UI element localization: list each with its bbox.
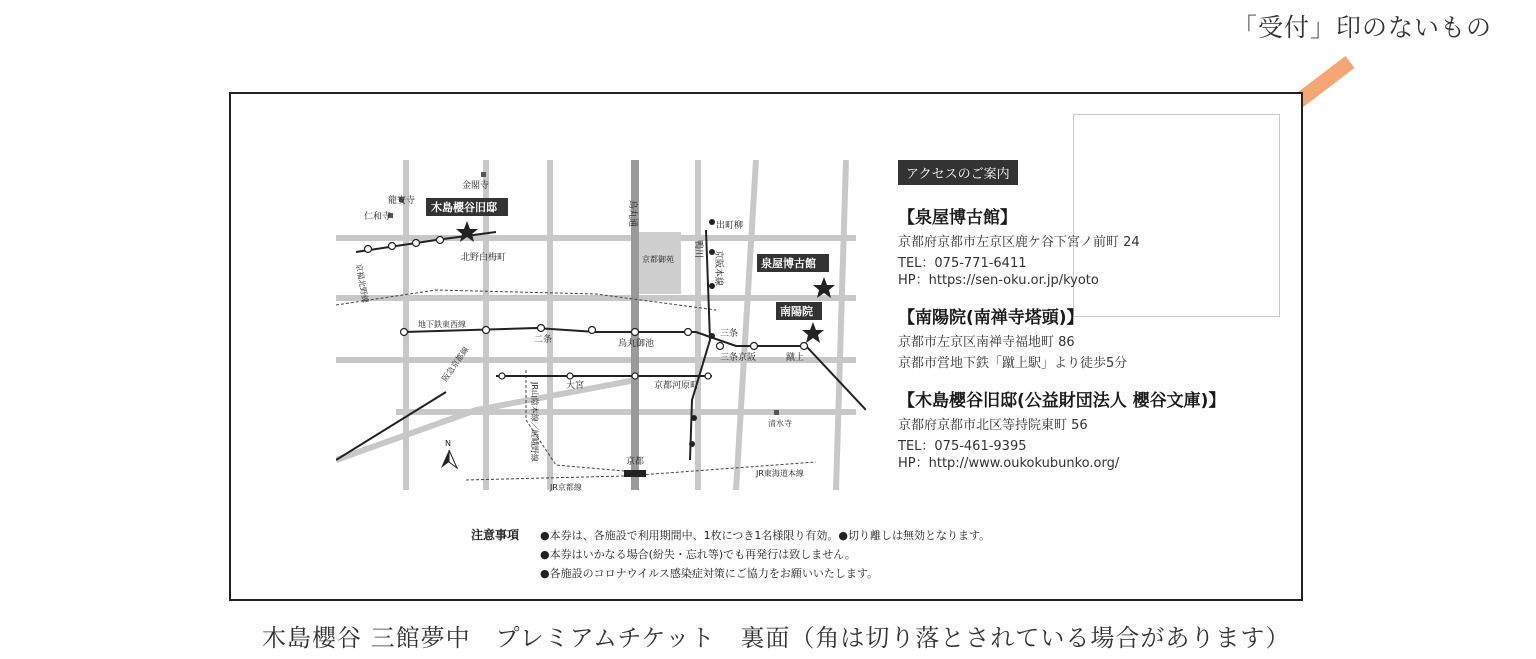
label-keihan-line: 京阪本線: [713, 250, 723, 287]
note-item: ●本券はいかなる場合(紛失・忘れ等)でも再発行は致しません。: [540, 548, 856, 561]
label-sanjo-keihan: 三条京阪: [720, 353, 757, 363]
label-kyoto-kawaramachi: 京都河原町: [654, 381, 700, 391]
label-nijo: 二条: [534, 335, 553, 345]
senoku-star-icon: [813, 277, 835, 298]
notes-label: 注意事項: [471, 528, 520, 542]
label-jr-kyoto-line: JR京都線: [550, 483, 582, 492]
label-demachiyanagi: 出町柳: [716, 221, 744, 231]
venue-kijima: [898, 386, 1278, 472]
venue-nanyoin: [898, 303, 1278, 372]
venue-tel: TEL：075-461-9395: [898, 439, 1027, 454]
label-keage: 蹴上: [786, 353, 805, 363]
label-jr-tokaido: JR東海道本線: [756, 469, 804, 478]
label-kyoto-gyoen: 京都御苑: [642, 255, 674, 264]
venue-address: 京都府京都市左京区鹿ケ谷下宮ノ前町 24: [898, 235, 1140, 250]
label-sanjo: 三条: [720, 329, 739, 339]
venue-name: 【泉屋博古館】: [898, 208, 1017, 228]
caption: 木島櫻谷 三館夢中 プレミアムチケット 裏面（角は切り落とされている場合があります）: [262, 624, 1291, 652]
venue-address: 京都府京都市北区等持院東町 56: [898, 418, 1088, 433]
route-map: [336, 160, 866, 500]
label-tozai-line: 地下鉄東西線: [418, 320, 466, 329]
badge-kijima: 木島櫻谷旧邸: [431, 201, 497, 214]
label-omiya: 大宮: [566, 381, 585, 391]
venue-senoku: [898, 203, 1278, 289]
badge-senoku: 泉屋博古館: [761, 257, 816, 270]
venue-url: HP：https://sen-oku.or.jp/kyoto: [898, 273, 1099, 288]
north-arrow-icon: [441, 450, 449, 468]
note-item: ●本券は、各施設で利用期間中、1枚につき1名様限り有効。●切り離しは無効となります。: [540, 529, 991, 542]
label-kamogawa: 鴨川: [693, 240, 703, 259]
venue-name: 【木島櫻谷旧邸(公益財団法人 櫻谷文庫)】: [898, 391, 1226, 411]
note-item: ●各施設のコロナウイルス感染症対策にご協力をお願いいたします。: [540, 567, 879, 580]
venue-access: 京都市営地下鉄「蹴上駅」より徒歩5分: [898, 356, 1128, 371]
access-info: [898, 160, 1278, 472]
venue-url: HP：http://www.oukokubunko.org/: [898, 456, 1120, 471]
notes-section: [471, 526, 990, 583]
label-hankyu-line: 阪急京都線: [440, 345, 471, 384]
badge-nanyoin: 南陽院: [780, 305, 813, 318]
label-kiyomizudera: 清水寺: [768, 419, 792, 428]
label-north: N: [445, 439, 451, 448]
nanyoin-star-icon: [802, 322, 824, 343]
label-ryoanji: 龍安寺: [388, 196, 416, 206]
top-note: 「受付」印のないもの: [1232, 13, 1493, 42]
label-keifuku-line: 京福北野線: [354, 262, 370, 304]
kyoto-station-icon: [624, 470, 646, 477]
label-kyoto: 京都: [626, 457, 645, 467]
venue-name: 【南陽院(南禅寺塔頭)】: [898, 308, 1084, 328]
venue-address: 京都市左京区南禅寺福地町 86: [898, 335, 1075, 350]
label-jr-sanin: JR山陰本線／嵯峨野線: [530, 382, 539, 462]
access-badge: アクセスのご案内: [898, 160, 1018, 185]
venue-tel: TEL：075-771-6411: [898, 256, 1027, 271]
label-ninnaji: 仁和寺: [364, 212, 392, 222]
label-karasuma-dori: 烏丸通: [627, 200, 637, 228]
label-kinkakuji: 金閣寺: [462, 181, 490, 191]
label-karasuma-oike: 烏丸御池: [618, 339, 655, 349]
label-kitano-hakubaicho: 北野白梅町: [461, 253, 507, 263]
